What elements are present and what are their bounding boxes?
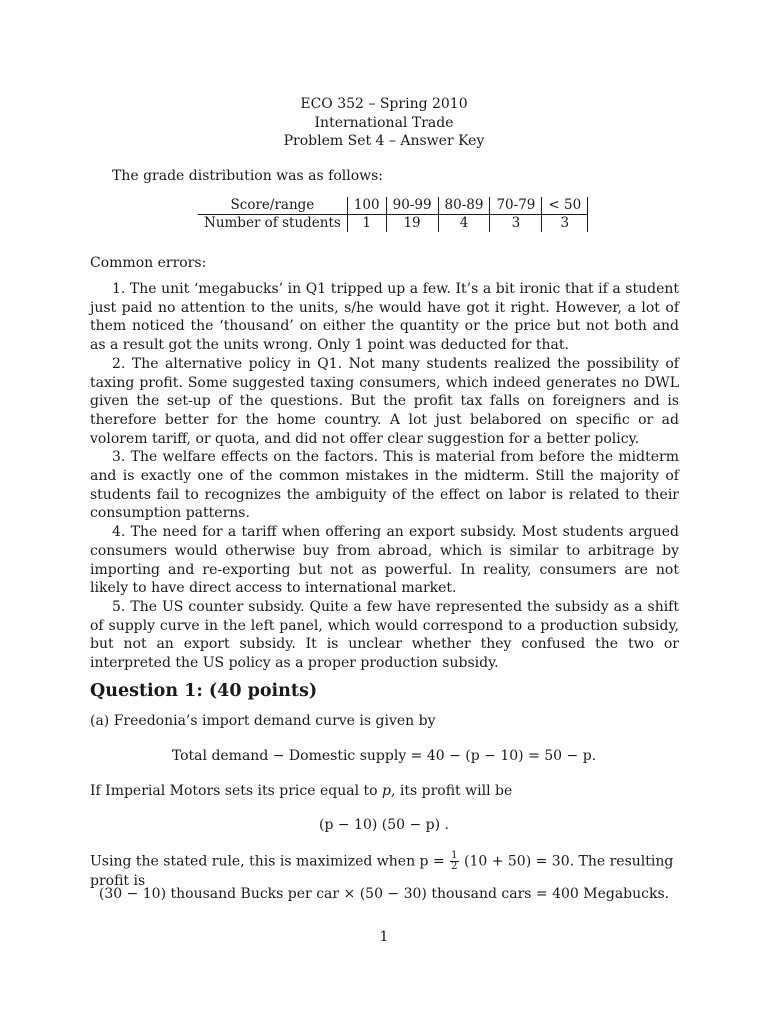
question-heading: Question 1: (40 points) [90,681,318,701]
profit-text-post: , its profit will be [391,783,513,799]
common-errors-label: Common errors: [90,255,207,271]
table-row [198,197,588,215]
page-number: 1 [379,929,389,945]
table-cell: 100 [347,197,386,215]
table-cell: 19 [386,215,438,233]
profit-equation: (p − 10) (50 − p) . [318,817,449,833]
rule-text-post: (10 + 50) = 30. The resulting profit is [90,853,674,889]
list-item: 5. The US counter subsidy. Quite a few have represented the subsidy as a shift of supply curve in the left panel, which would correspond to a production subsidy, but not an export subsidy. It is unclear whether they confused the two or interpreted the US policy as a proper production subsidy. [90,598,679,672]
part-a-text: (a) Freedonia’s import demand curve is given by [90,713,436,729]
title-line: Problem Set 4 – Answer Key [283,133,485,149]
table-cell: 80-89 [438,197,490,215]
table-cell: Number of students [198,215,347,233]
price-variable: p [382,783,391,799]
list-item: 2. The alternative policy in Q1. Not many students realized the possibility of taxing profit. Some suggested taxing consumers, which indeed generates no DWL given the set-up of the questions. But the profit tax falls on foreigners and is therefore better for the home country. A lot just belabored on specific or ad volorem tariff, or quota, and did not offer clear suggestion for a better policy. [90,355,679,447]
rule-text-pre: Using the stated rule, this is maximized when p = [90,853,450,870]
course-line: ECO 352 – Spring 2010 [300,96,468,112]
fraction-numerator: 1 [451,850,458,861]
common-errors-list [90,280,679,673]
import-demand-equation: Total demand − Domestic supply = 40 − (p − 10) = 50 − p. [171,748,597,764]
fraction-denominator: 2 [451,861,458,872]
table-cell: 1 [347,215,386,233]
table-cell: < 50 [542,197,588,215]
table-cell: 3 [490,215,542,233]
one-half-fraction [450,851,458,872]
table-cell: 3 [542,215,588,233]
resulting-profit-equation: (30 − 10) thousand Bucks per car × (50 − 30) thousand cars = 400 Megabucks. [98,886,670,902]
table-row [198,215,588,233]
table-cell: Score/range [198,197,347,215]
list-item: 1. The unit ‘megabucks’ in Q1 tripped up a few. It’s a bit ironic that if a student just paid no attention to the units, s/he would have got it right. However, a lot of them noticed the ‘thousand’ on either the quantity or the price but not both and as a result got the units wrong. Only 1 point was deducted for that. [90,281,679,354]
table-cell: 4 [438,215,490,233]
grade-distribution-table [198,197,588,232]
grade-intro: The grade distribution was as follows: [112,168,384,184]
table-cell: 70-79 [490,197,542,215]
list-item: 4. The need for a tariff when offering an export subsidy. Most students argued consumers would otherwise buy from abroad, which is similar to arbitrage by importing and re-exporting but not as powerful. In reality, consumers are not likely to have direct access to international market. [90,524,679,597]
table-cell: 90-99 [386,197,438,215]
list-item: 3. The welfare effects on the factors. This is material from before the midterm and is exactly one of the common mistakes in the midterm. Still the majority of students fail to recognizes the ambiguity of the effect on labor is related to their consumption patterns. [90,449,679,522]
subject-line: International Trade [314,114,454,131]
document-header [0,95,768,151]
profit-text-pre: If Imperial Motors sets its price equal to [90,783,383,799]
profit-sentence [90,782,679,801]
